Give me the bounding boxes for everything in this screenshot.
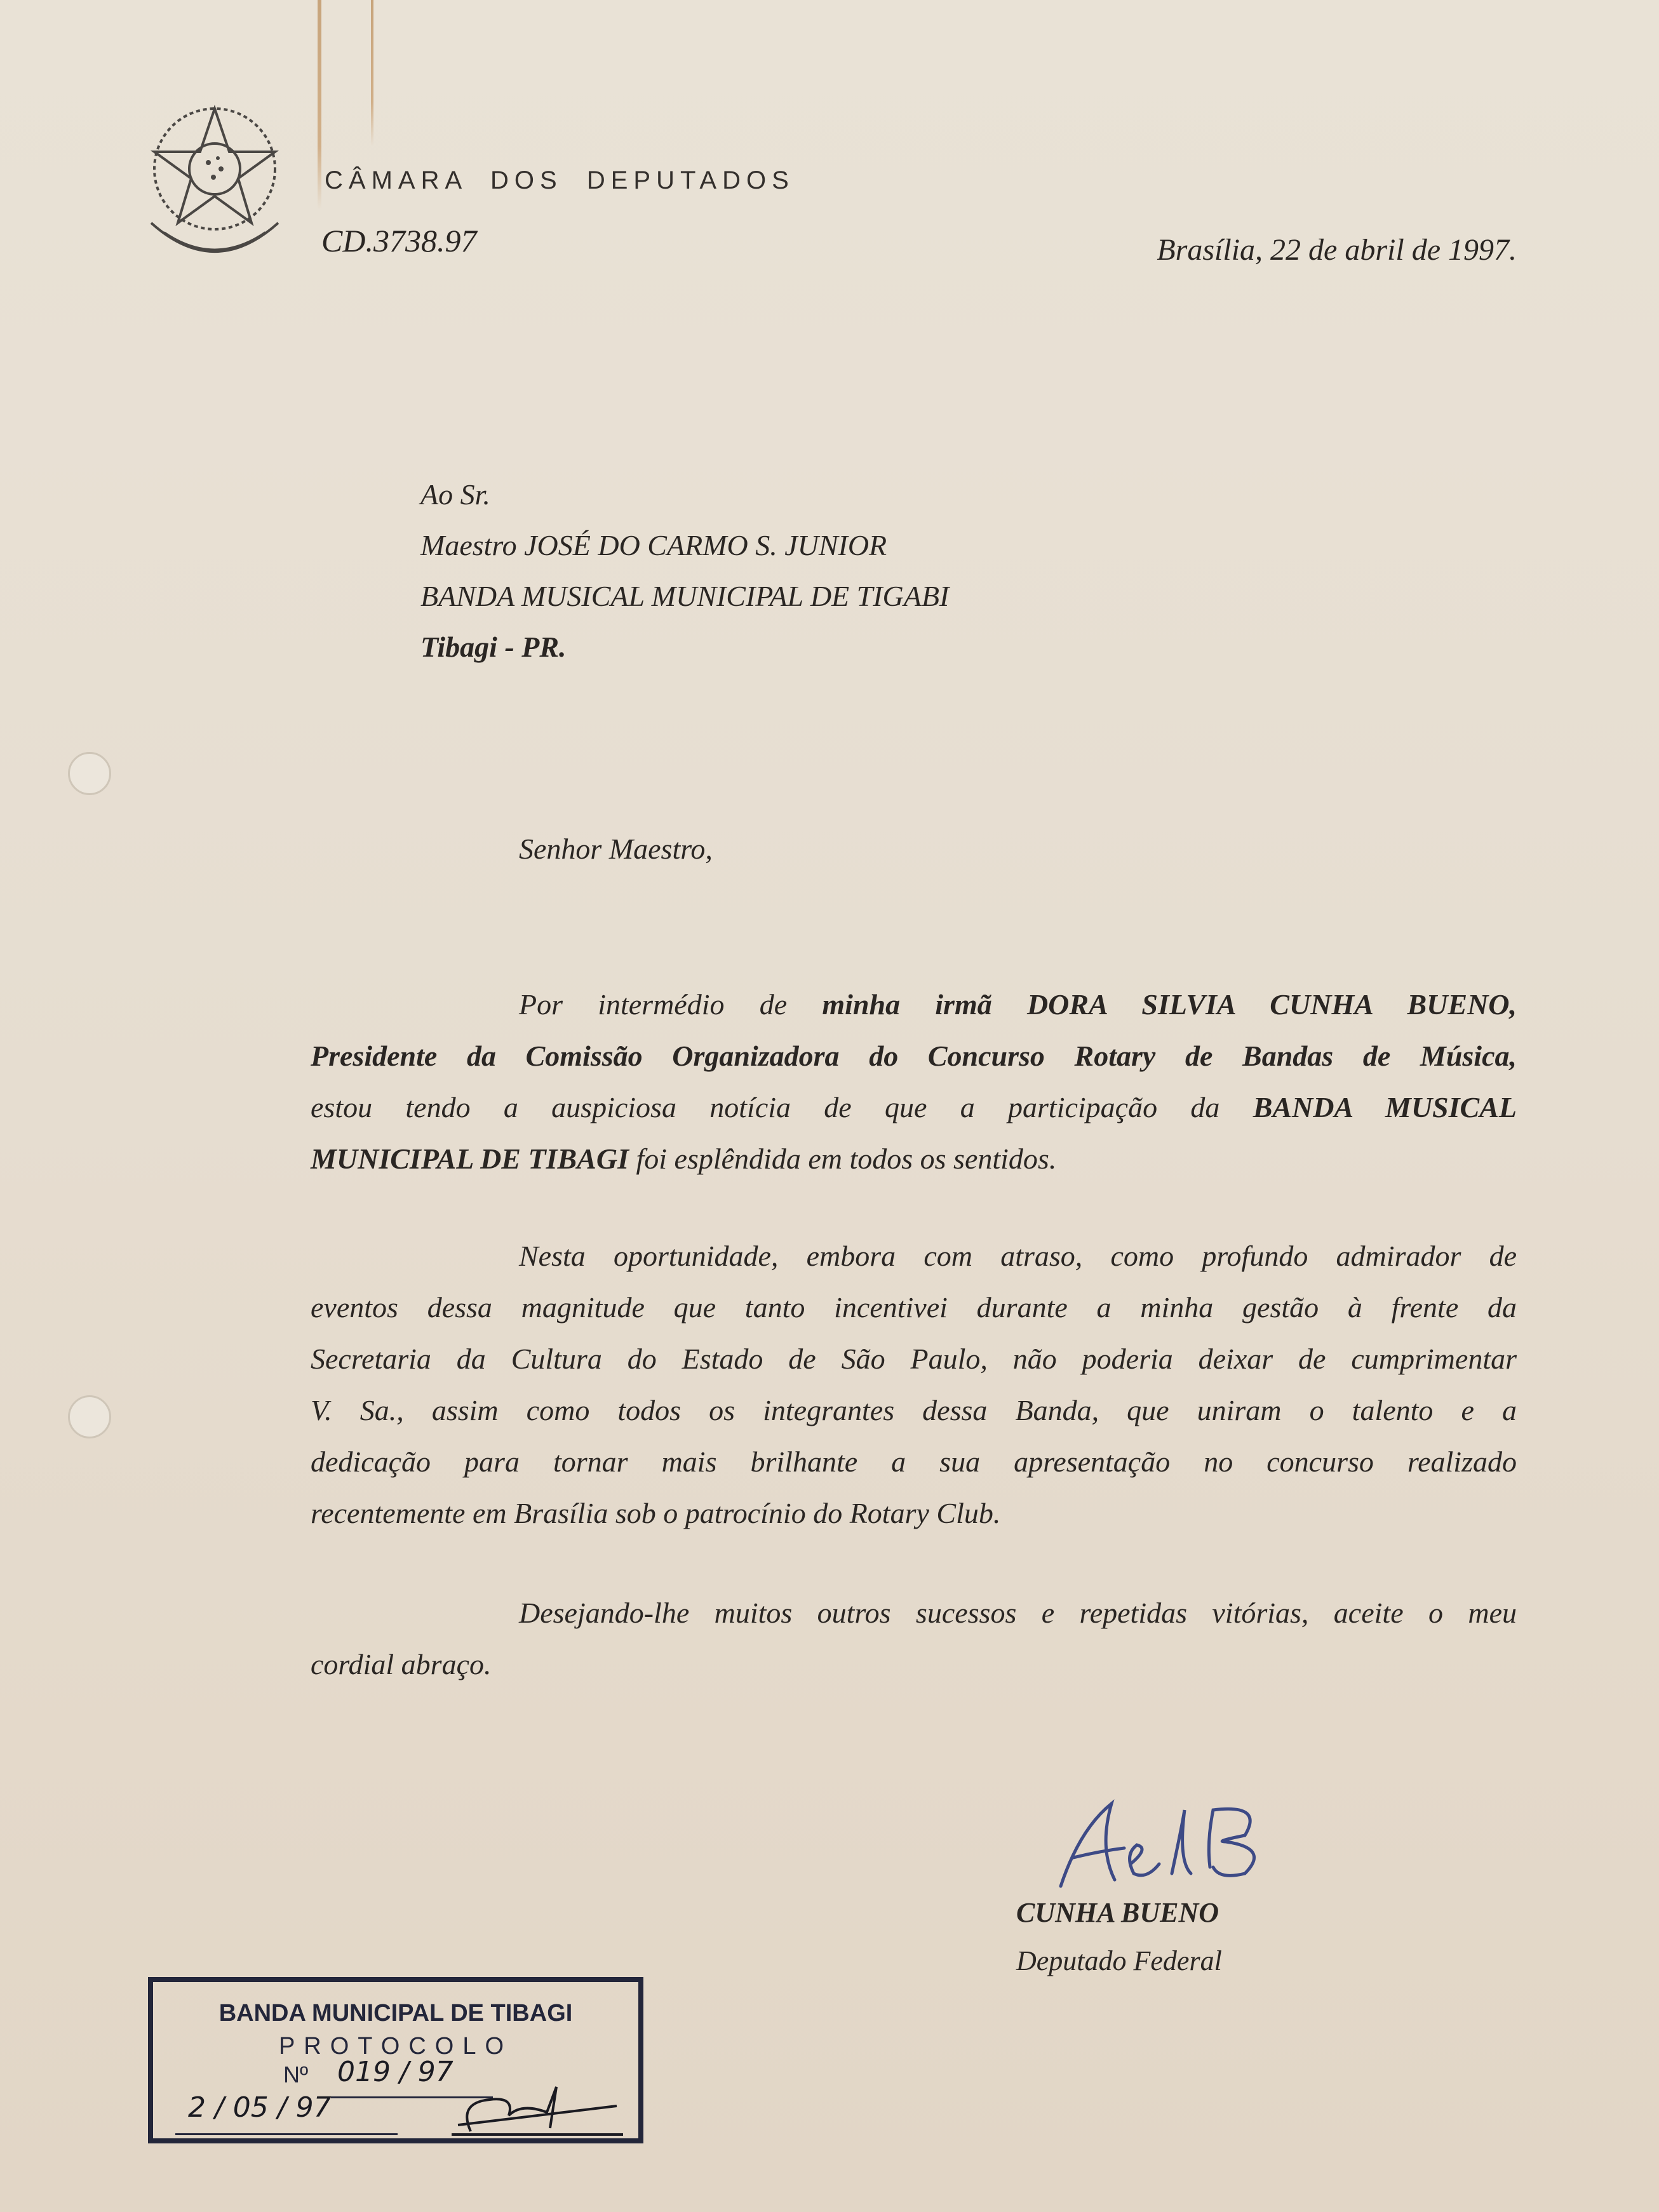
protocol-stamp [148, 1977, 643, 2143]
letter-date: Brasília, 22 de abril de 1997. [1157, 233, 1517, 267]
text-segment: recentemente em Brasília sob o patrocínio do Rotary Club. [311, 1497, 1001, 1529]
paragraph-line [311, 1133, 1517, 1184]
stamp-date: 2 / 05 / 97 [188, 2091, 332, 2124]
stamp-initials [445, 2077, 629, 2138]
recipient-line: Ao Sr. [420, 478, 490, 511]
recipient-line: BANDA MUSICAL MUNICIPAL DE TIGABI [420, 580, 950, 612]
text-segment: Secretaria da Cultura do Estado de São Paulo, não poderia deixar de cumprimentar [311, 1343, 1517, 1375]
coat-of-arms-emblem [138, 96, 291, 267]
paragraph-line [311, 1436, 1517, 1487]
handwritten-signature [1054, 1791, 1289, 1899]
text-segment: BANDA MUSICAL [1253, 1091, 1517, 1123]
stamp-subtitle: PROTOCOLO [278, 2033, 513, 2060]
text-segment: Desejando-lhe muitos outros sucessos e repetidas vitórias, aceite o meu [519, 1597, 1517, 1629]
paragraph-line [311, 1282, 1517, 1333]
paragraph-line [311, 1333, 1517, 1384]
stamp-number: 019 / 97 [337, 2056, 453, 2088]
paragraph-line [311, 1230, 1517, 1282]
text-segment: minha irmã DORA SILVIA CUNHA BUENO, [822, 988, 1517, 1021]
signatory-role: Deputado Federal [1016, 1945, 1222, 1976]
paragraph [311, 979, 1517, 1184]
recipient-line: Tibagi - PR. [420, 631, 567, 663]
rust-stain [371, 0, 373, 146]
rust-stain [318, 0, 321, 210]
paragraph-line [311, 1587, 1517, 1639]
paragraph [311, 1587, 1517, 1690]
punch-hole [68, 1395, 111, 1438]
salutation: Senhor Maestro, [519, 833, 713, 865]
paragraph-line [311, 1487, 1517, 1539]
text-segment: V. Sa., assim como todos os integrantes dessa Banda, que uniram o talento e a [311, 1394, 1517, 1426]
text-segment: eventos dessa magnitude que tanto incentivei durante a minha gestão à frente da [311, 1291, 1517, 1324]
text-segment: Presidente da Comissão Organizadora do Concurso Rotary de Bandas de Música, [311, 1040, 1517, 1072]
signatory-name: CUNHA BUENO [1016, 1897, 1219, 1928]
text-segment: foi esplêndida em todos os sentidos. [628, 1143, 1057, 1175]
house-name: CÂMARA DOS DEPUTADOS [325, 166, 795, 194]
paragraph [311, 1230, 1517, 1539]
paragraph-line [311, 979, 1517, 1030]
stamp-number-label: Nº [283, 2061, 309, 2088]
text-segment: cordial abraço. [311, 1648, 492, 1680]
paragraph-line [311, 1384, 1517, 1436]
text-segment: Por intermédio de [519, 988, 823, 1021]
stamp-title: BANDA MUNICIPAL DE TIBAGI [218, 2000, 573, 2027]
paragraph-line [311, 1639, 1517, 1690]
punch-hole [68, 752, 111, 795]
recipient-line: Maestro JOSÉ DO CARMO S. JUNIOR [420, 529, 887, 561]
paragraph-line [311, 1082, 1517, 1133]
paragraph-line [311, 1030, 1517, 1082]
text-segment: Nesta oportunidade, embora com atraso, como profundo admirador de [519, 1240, 1517, 1272]
text-segment: dedicação para tornar mais brilhante a sua apresentação no concurso realizado [311, 1445, 1517, 1478]
reference-number: CD.3738.97 [321, 223, 477, 258]
text-segment: MUNICIPAL DE TIBAGI [311, 1143, 629, 1175]
text-segment: estou tendo a auspiciosa notícia de que a participação da [311, 1091, 1253, 1123]
